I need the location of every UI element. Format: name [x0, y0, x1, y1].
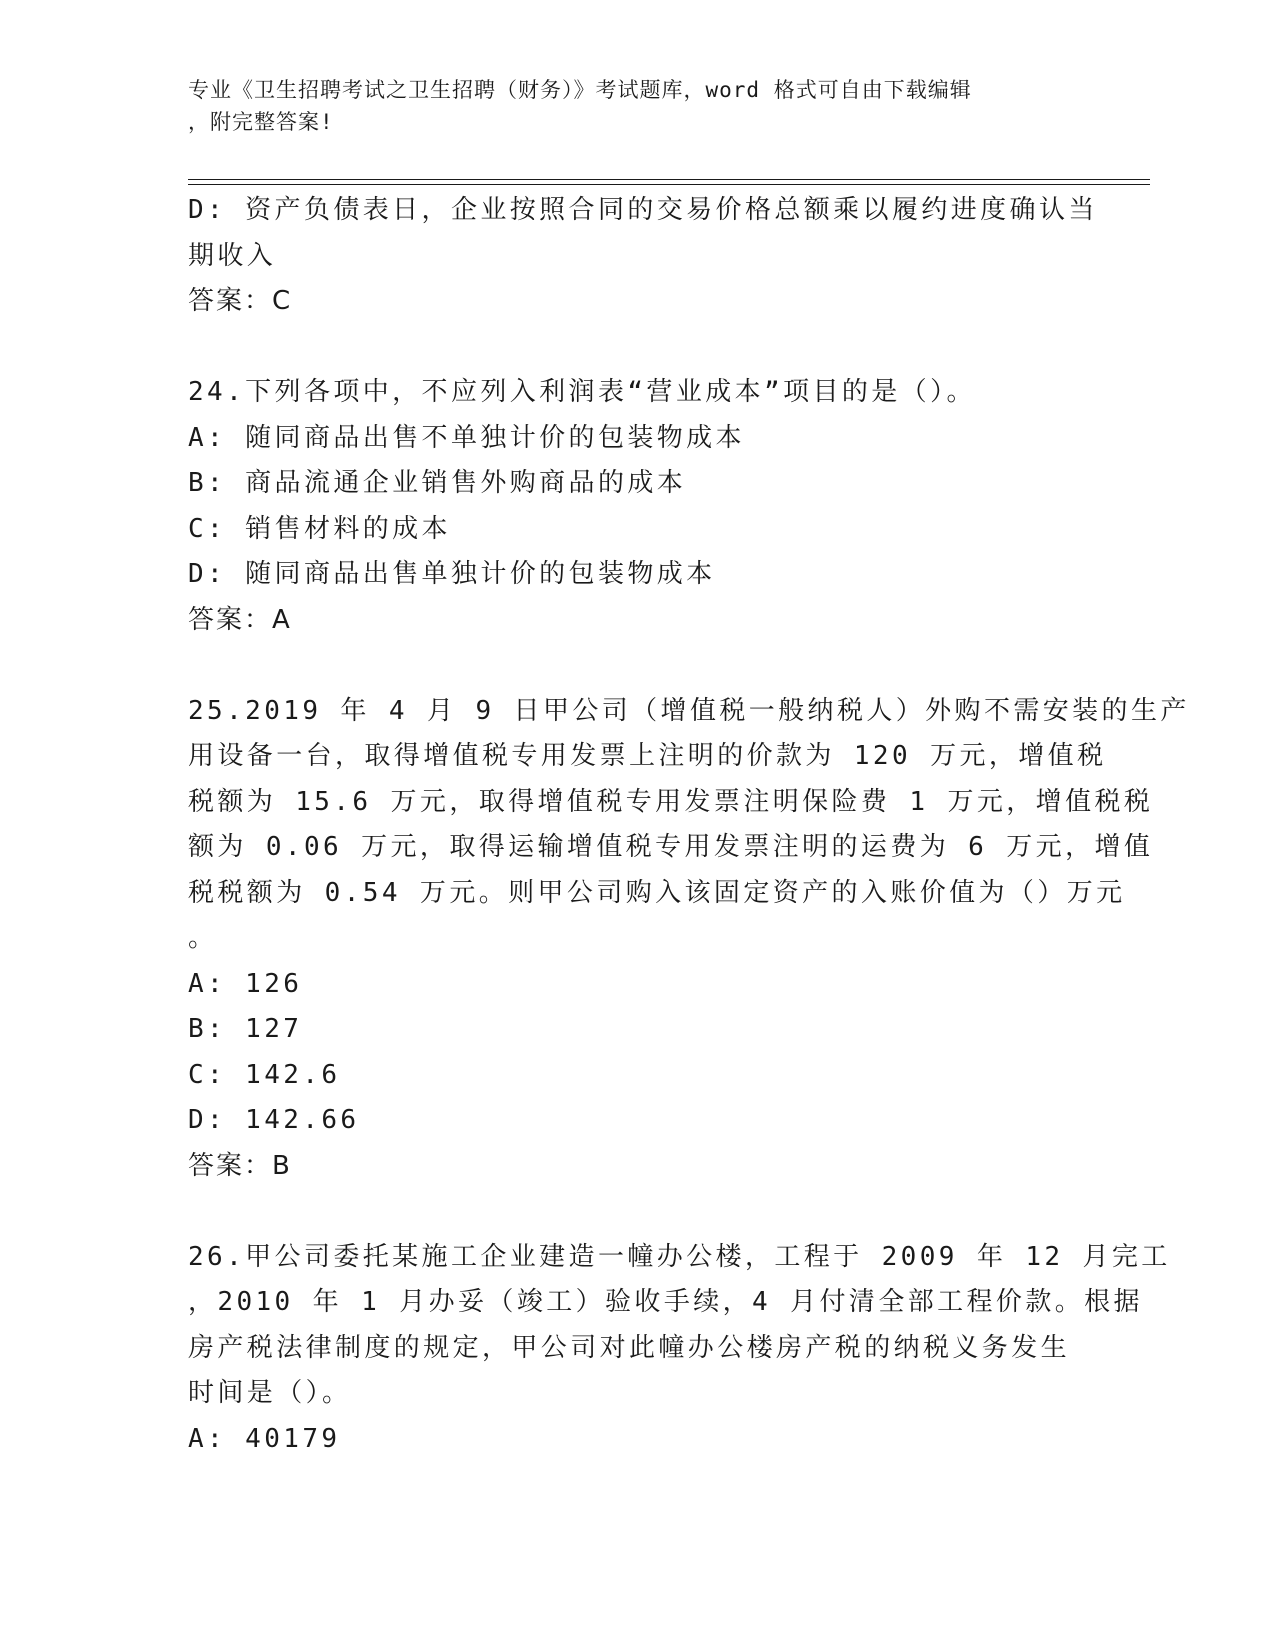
- option-b: B: 127: [188, 1014, 303, 1044]
- document-body: [188, 188, 1190, 1462]
- question-stem: 26.甲公司委托某施工企业建造一幢办公楼，工程于 2009 年 12 月完工: [188, 1241, 1171, 1272]
- question-stem-continued: ，2010 年 1 月办妥（竣工）验收手续，4 月付清全部工程价款。根据: [188, 1287, 1143, 1317]
- document-header: [188, 74, 1068, 138]
- question-stem-continued: 额为 0.06 万元，取得运输增值税专用发票注明的运费为 6 万元，增值: [188, 832, 1154, 862]
- option-d: D: 资产负债表日，企业按照合同的交易价格总额乘以履约进度确认当: [188, 195, 1098, 225]
- option-d-continued: 期收入: [188, 240, 277, 271]
- previous-question: [188, 188, 1098, 325]
- option-b: B: 商品流通企业销售外购商品的成本: [188, 468, 687, 498]
- question-stem-continued: 用设备一台，取得增值税专用发票上注明的价款为 120 万元，增值税: [188, 741, 1107, 771]
- question-stem-continued: 时间是（）。: [188, 1378, 352, 1408]
- question-stem-continued: 税税额为 0.54 万元。则甲公司购入该固定资产的入账价值为（）万元: [188, 877, 1126, 908]
- question-26: [188, 1235, 1171, 1463]
- question-stem: 24.下列各项中，不应列入利润表“营业成本”项目的是（）。: [188, 377, 976, 407]
- answer: 答案：B: [188, 1150, 292, 1181]
- question-24: [188, 370, 1088, 643]
- spacer: [188, 1189, 1088, 1235]
- option-d: D: 142.66: [188, 1105, 360, 1135]
- question-25: [188, 689, 1190, 1190]
- answer: 答案：C: [188, 286, 293, 316]
- answer: 答案：A: [188, 604, 292, 635]
- header-divider-top: [188, 179, 1150, 180]
- header-divider-bottom: [188, 184, 1150, 185]
- header-line-2: ，附完整答案!: [188, 110, 334, 134]
- option-a: A: 随同商品出售不单独计价的包装物成本: [188, 422, 745, 453]
- question-stem-continued: 房产税法律制度的规定，甲公司对此幢办公楼房产税的纳税义务发生: [188, 1332, 1071, 1363]
- option-d: D: 随同商品出售单独计价的包装物成本: [188, 559, 716, 589]
- option-c: C: 销售材料的成本: [188, 513, 451, 544]
- option-a: A: 126: [188, 968, 303, 999]
- header-line-1: 专业《卫生招聘考试之卫生招聘（财务）》考试题库，word 格式可自由下载编辑: [188, 78, 972, 102]
- option-a: A: 40179: [188, 1423, 341, 1454]
- question-stem-continued: 税额为 15.6 万元，取得增值税专用发票注明保险费 1 万元，增值税税: [188, 786, 1154, 817]
- question-stem-continued: 。: [188, 923, 218, 953]
- spacer: [188, 325, 1088, 371]
- question-stem: 25.2019 年 4 月 9 日甲公司（增值税一般纳税人）外购不需安装的生产: [188, 695, 1190, 726]
- spacer: [188, 643, 1088, 689]
- option-c: C: 142.6: [188, 1059, 341, 1090]
